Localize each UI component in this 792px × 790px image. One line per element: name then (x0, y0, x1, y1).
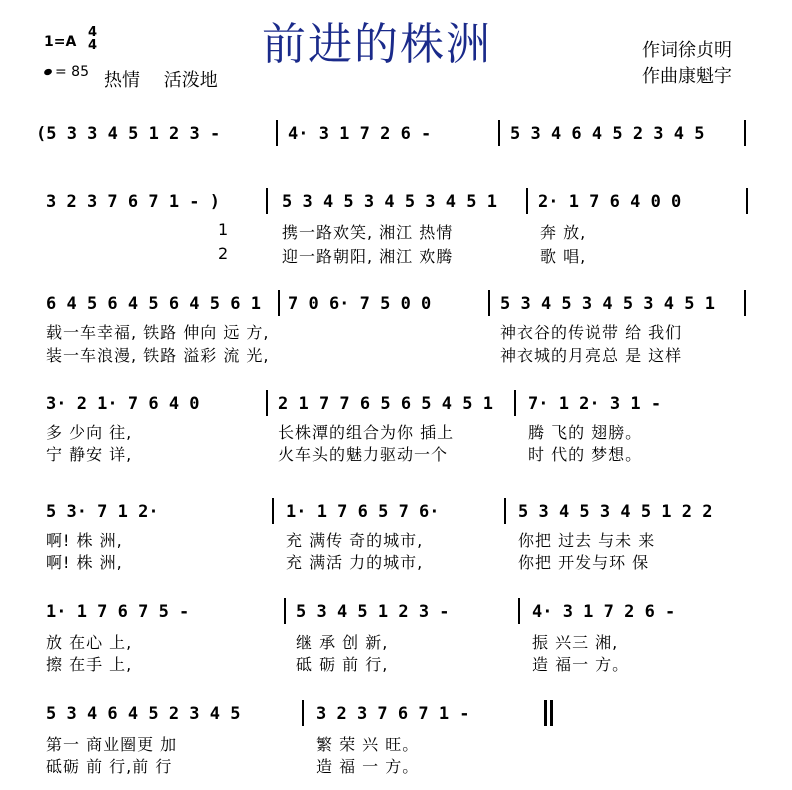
notes-row5-m1: 5 3· 7 1 2· (46, 502, 159, 522)
lyrics-row4-v1a: 多 少向 往, (46, 423, 133, 442)
barline (504, 498, 506, 524)
notes-row3-m1: 6 4 5 6 4 5 6 4 5 6 1 (46, 294, 261, 314)
notes-row3-m3: 5 3 4 5 3 4 5 3 4 5 1 (500, 294, 715, 314)
lyrics-row3-v2a: 装一车浪漫, 铁路 溢彩 流 光, (46, 346, 270, 365)
notes-row6-m1: 1· 1 7 6 7 5 - (46, 602, 190, 622)
notes-row4-m1: 3· 2 1· 7 6 4 0 (46, 394, 200, 414)
notes-row1-m1: (5 3 3 4 5 1 2 3 - (36, 124, 221, 144)
notes-row4-m3: 7· 1 2· 3 1 - (528, 394, 662, 414)
lyrics-row4-v2b: 火车头的魅力驱动一个 (278, 445, 449, 464)
lyrics-row5-v2b: 充 满活 力的城市, (286, 553, 424, 572)
notes-row6-m2: 5 3 4 5 1 2 3 - (296, 602, 450, 622)
lyrics-row6-v1c: 振 兴三 湘, (532, 633, 619, 652)
expression-marking: 热情 活泼地 (104, 70, 218, 91)
barline (744, 290, 746, 316)
lyrics-row3-v1b: 神衣谷的传说带 给 我们 (500, 323, 683, 342)
notes-row5-m3: 5 3 4 5 3 4 5 1 2 2 (518, 502, 713, 522)
lyrics-row6-v1a: 放 在心 上, (46, 633, 133, 652)
barline (276, 120, 278, 146)
barline (518, 598, 520, 624)
lyrics-row7-v1b: 繁 荣 兴 旺。 (316, 735, 420, 754)
barline (526, 188, 528, 214)
barline (284, 598, 286, 624)
lyrics-row5-v1b: 充 满传 奇的城市, (286, 531, 424, 550)
lyrics-row3-v2b: 神衣城的月亮总 是 这样 (500, 346, 683, 365)
lyrics-row7-v1a: 第一 商业圈更 加 (46, 735, 178, 754)
lyrics-row7-v2b: 造 福 一 方。 (316, 757, 420, 776)
meter-bottom: 4 (88, 38, 98, 53)
lyrics-row6-v2b: 砥 砺 前 行, (296, 655, 389, 674)
verse-number: 1 (218, 220, 230, 239)
barline (488, 290, 490, 316)
barline (266, 188, 268, 214)
barline (744, 120, 746, 146)
final-barline (550, 700, 553, 726)
song-title: 前进的株洲 (262, 19, 492, 70)
lyrics-row2-v1b: 奔 放, (540, 223, 587, 242)
lyrics-row7-v2a: 砥砺 前 行,前 行 (46, 757, 173, 776)
barline (302, 700, 304, 726)
barline (746, 188, 748, 214)
notes-row1-m2: 4· 3 1 7 2 6 - (288, 124, 432, 144)
lyrics-row4-v2a: 宁 静安 详, (46, 445, 133, 464)
lyrics-row2-v2b: 歌 唱, (540, 247, 587, 266)
notes-row4-m2: 2 1 7 7 6 5 6 5 4 5 1 (278, 394, 493, 414)
key-signature: 1=A (44, 34, 77, 50)
notes-row2-m2: 5 3 4 5 3 4 5 3 4 5 1 (282, 192, 497, 212)
notes-row3-m2: 7 0 6· 7 5 0 0 (288, 294, 432, 314)
lyrics-row5-v2a: 啊! 株 洲, (46, 553, 123, 572)
lyrics-row6-v2a: 擦 在手 上, (46, 655, 133, 674)
final-barline (544, 700, 547, 726)
lyrics-row4-v1c: 腾 飞的 翅膀。 (528, 423, 643, 442)
notes-row2-m1: 3 2 3 7 6 7 1 - ) (46, 192, 220, 212)
composer: 作曲康魁宇 (642, 66, 732, 87)
lyrics-row5-v1a: 啊! 株 洲, (46, 531, 123, 550)
lyricist: 作词徐贞明 (642, 40, 732, 61)
tempo-value: = 85 (55, 64, 89, 80)
notes-row1-m3: 5 3 4 6 4 5 2 3 4 5 (510, 124, 705, 144)
barline (498, 120, 500, 146)
lyrics-row6-v1b: 继 承 创 新, (296, 633, 389, 652)
verse-number: 2 (218, 244, 230, 263)
barline (266, 390, 268, 416)
barline (514, 390, 516, 416)
lyrics-row5-v2c: 你把 开发与环 保 (518, 553, 650, 572)
lyrics-row5-v1c: 你把 过去 与未 来 (518, 531, 656, 550)
quarter-note-icon (43, 68, 53, 76)
time-signature (88, 26, 97, 52)
meter-top: 4 (88, 25, 98, 40)
lyrics-row2-v1a: 携一路欢笑, 湘江 热情 (282, 223, 454, 242)
lyrics-row4-v1b: 长株潭的组合为你 插上 (278, 423, 455, 442)
barline (278, 290, 280, 316)
lyrics-row2-v2a: 迎一路朝阳, 湘江 欢腾 (282, 247, 454, 266)
notes-row7-m1: 5 3 4 6 4 5 2 3 4 5 (46, 704, 241, 724)
notes-row2-m3: 2· 1 7 6 4 0 0 (538, 192, 682, 212)
barline (272, 498, 274, 524)
notes-row7-m2: 3 2 3 7 6 7 1 - (316, 704, 470, 724)
lyrics-row3-v1a: 载一车幸福, 铁路 伸向 远 方, (46, 323, 270, 342)
tempo-marking (44, 64, 89, 80)
lyrics-row4-v2c: 时 代的 梦想。 (528, 445, 643, 464)
notes-row5-m2: 1· 1 7 6 5 7 6· (286, 502, 440, 522)
lyrics-row6-v2c: 造 福一 方。 (532, 655, 630, 674)
notes-row6-m3: 4· 3 1 7 2 6 - (532, 602, 676, 622)
